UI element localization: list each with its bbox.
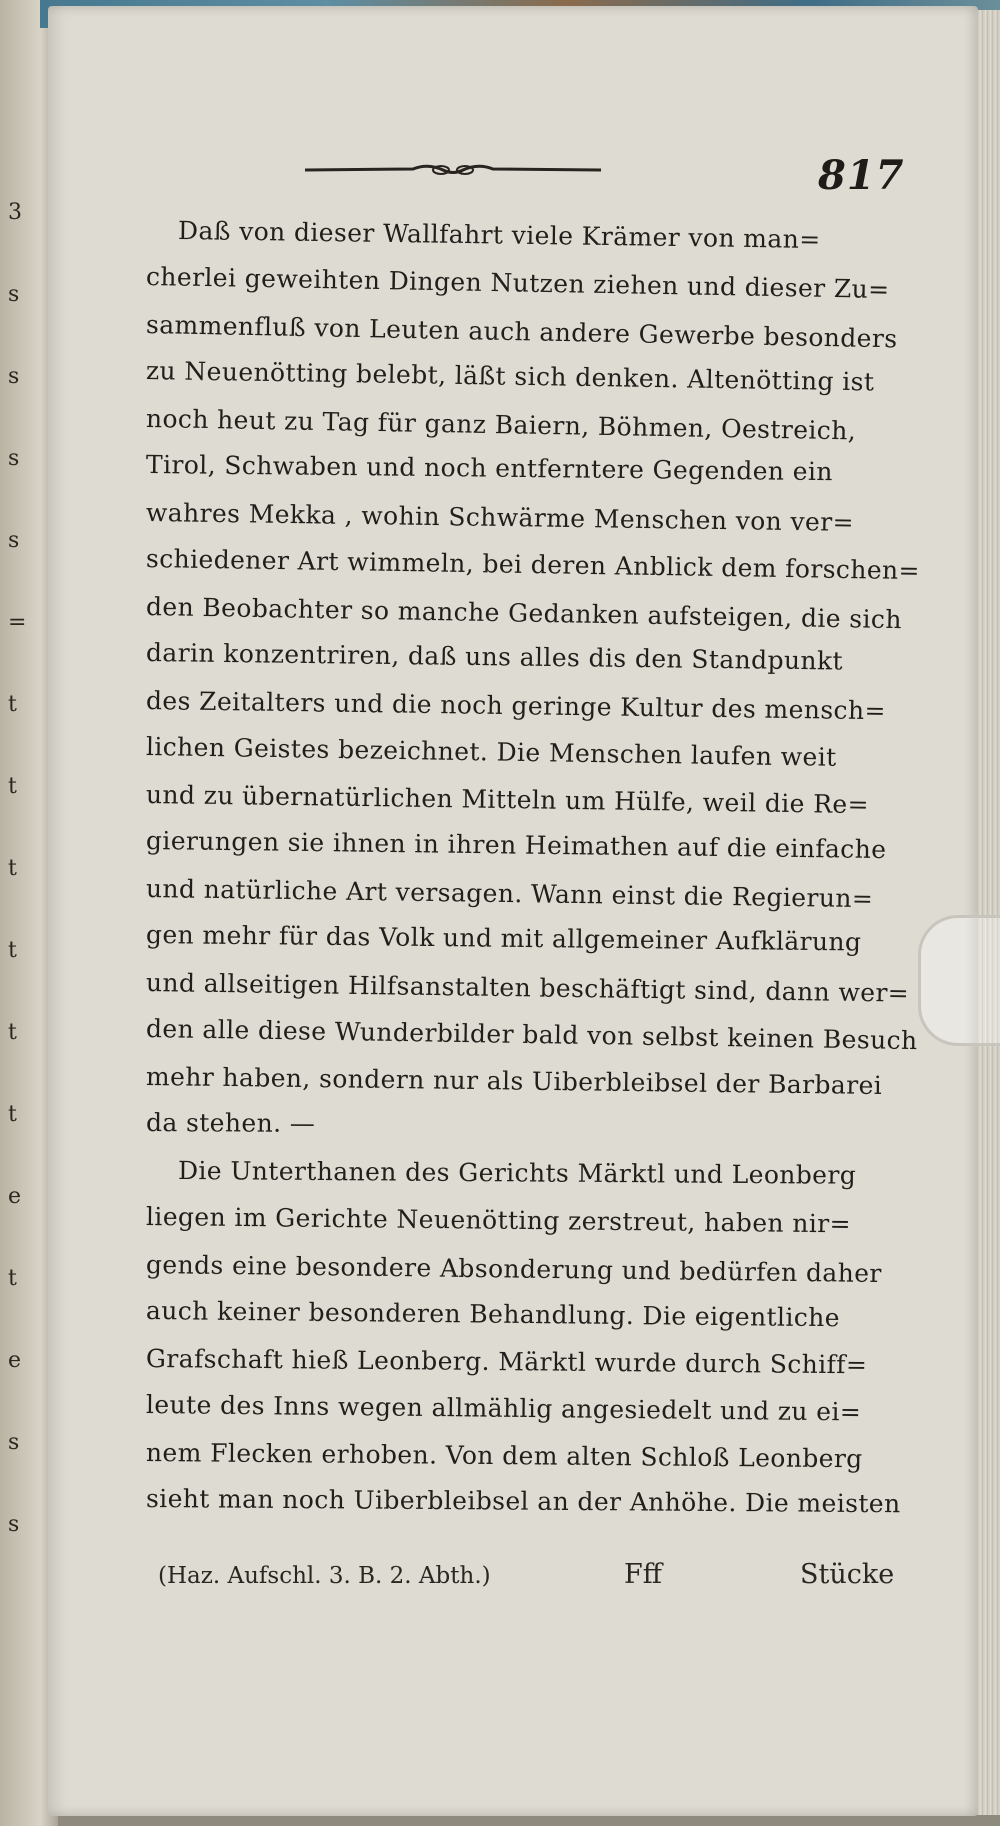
- catchword: Stücke: [800, 1559, 895, 1590]
- facing-page-letter: s: [8, 364, 20, 389]
- page-clip: [918, 915, 1000, 1046]
- facing-page-letter: s: [8, 1512, 20, 1537]
- text-line: lichen Geistes bezeichnet. Die Menschen laufen weit: [145, 732, 837, 772]
- page-number: 817: [818, 152, 905, 199]
- text-line: Die Unterthanen des Gerichts Märktl und Leonberg: [177, 1156, 857, 1190]
- text-line: leute des Inns wegen allmählig angesiedelt und zu ei=: [145, 1390, 862, 1427]
- facing-page-letter: t: [8, 1266, 17, 1291]
- text-line: auch keiner besonderen Behandlung. Die eigentliche: [145, 1296, 841, 1333]
- facing-page-letter: 3: [8, 200, 22, 225]
- signature-mark: Fff: [624, 1559, 662, 1590]
- text-line: und zu übernatürlichen Mitteln um Hülfe, weil die Re=: [145, 780, 870, 820]
- text-line: darin konzentriren, daß uns alles dis den Standpunkt: [145, 638, 844, 676]
- facing-page-letter: s: [8, 282, 20, 307]
- facing-page-letter: t: [8, 774, 17, 799]
- facing-page-letter: t: [8, 938, 17, 963]
- text-line: und allseitigen Hilfsanstalten beschäftigt sind, dann wer=: [145, 968, 910, 1008]
- text-line: Tirol, Schwaben und noch entferntere Gegenden ein: [145, 450, 833, 487]
- text-line: Grafschaft hieß Leonberg. Märktl wurde durch Schiff=: [145, 1344, 868, 1380]
- facing-page-letter: t: [8, 1102, 17, 1127]
- text-line: den Beobachter so manche Gedanken aufsteigen, die sich: [145, 592, 903, 635]
- text-line: liegen im Gerichte Neuenötting zerstreut, haben nir=: [145, 1202, 852, 1239]
- text-line: und natürliche Art versagen. Wann einst die Regierun=: [145, 874, 874, 914]
- book-page: [48, 6, 978, 1816]
- text-line: gen mehr für das Volk und mit allgemeiner Aufklärung: [145, 920, 862, 957]
- text-line: sieht man noch Uiberbleibsel an der Anhöhe. Die meisten: [145, 1484, 901, 1519]
- facing-page-letter: s: [8, 528, 20, 553]
- facing-page-letter: e: [8, 1184, 22, 1209]
- facing-page-letters: [8, 200, 28, 1600]
- text-line: wahres Mekka , wohin Schwärme Menschen von ver=: [145, 498, 855, 537]
- text-line: gierungen sie ihnen in ihren Heimathen auf die einfache: [145, 826, 887, 865]
- text-line: nem Flecken erhoben. Von dem alten Schloß Leonberg: [145, 1438, 863, 1474]
- facing-page-letter: =: [8, 610, 27, 635]
- text-line: des Zeitalters und die noch geringe Kultur des mensch=: [145, 686, 887, 726]
- facing-page-letter: t: [8, 856, 17, 881]
- text-line: cherlei geweihten Dingen Nutzen ziehen und dieser Zu=: [145, 262, 890, 304]
- facing-page-letter: s: [8, 1430, 20, 1455]
- footer-reference: (Haz. Aufschl. 3. B. 2. Abth.): [158, 1563, 491, 1589]
- text-line: mehr haben, sondern nur als Uiberbleibsel der Barbarei: [145, 1062, 883, 1100]
- text-line: gends eine besondere Absonderung und bedürfen daher: [145, 1250, 882, 1288]
- ornamental-rule: [303, 158, 603, 182]
- text-line: zu Neuenötting belebt, läßt sich denken. Altenötting ist: [145, 356, 875, 397]
- facing-page-letter: t: [8, 1020, 17, 1045]
- text-line: schiedener Art wimmeln, bei deren Anblick dem forschen=: [145, 544, 921, 586]
- facing-page-letter: e: [8, 1348, 22, 1373]
- text-line: da stehen. —: [145, 1108, 316, 1138]
- text-line: Daß von dieser Wallfahrt viele Krämer von man=: [177, 216, 821, 254]
- facing-page-letter: t: [8, 692, 17, 717]
- text-line: den alle diese Wunderbilder bald von selbst keinen Besuch: [145, 1014, 918, 1056]
- text-line: noch heut zu Tag für ganz Baiern, Böhmen, Oestreich,: [145, 404, 857, 446]
- facing-page-letter: s: [8, 446, 20, 471]
- text-line: sammenfluß von Leuten auch andere Gewerbe besonders: [145, 310, 898, 354]
